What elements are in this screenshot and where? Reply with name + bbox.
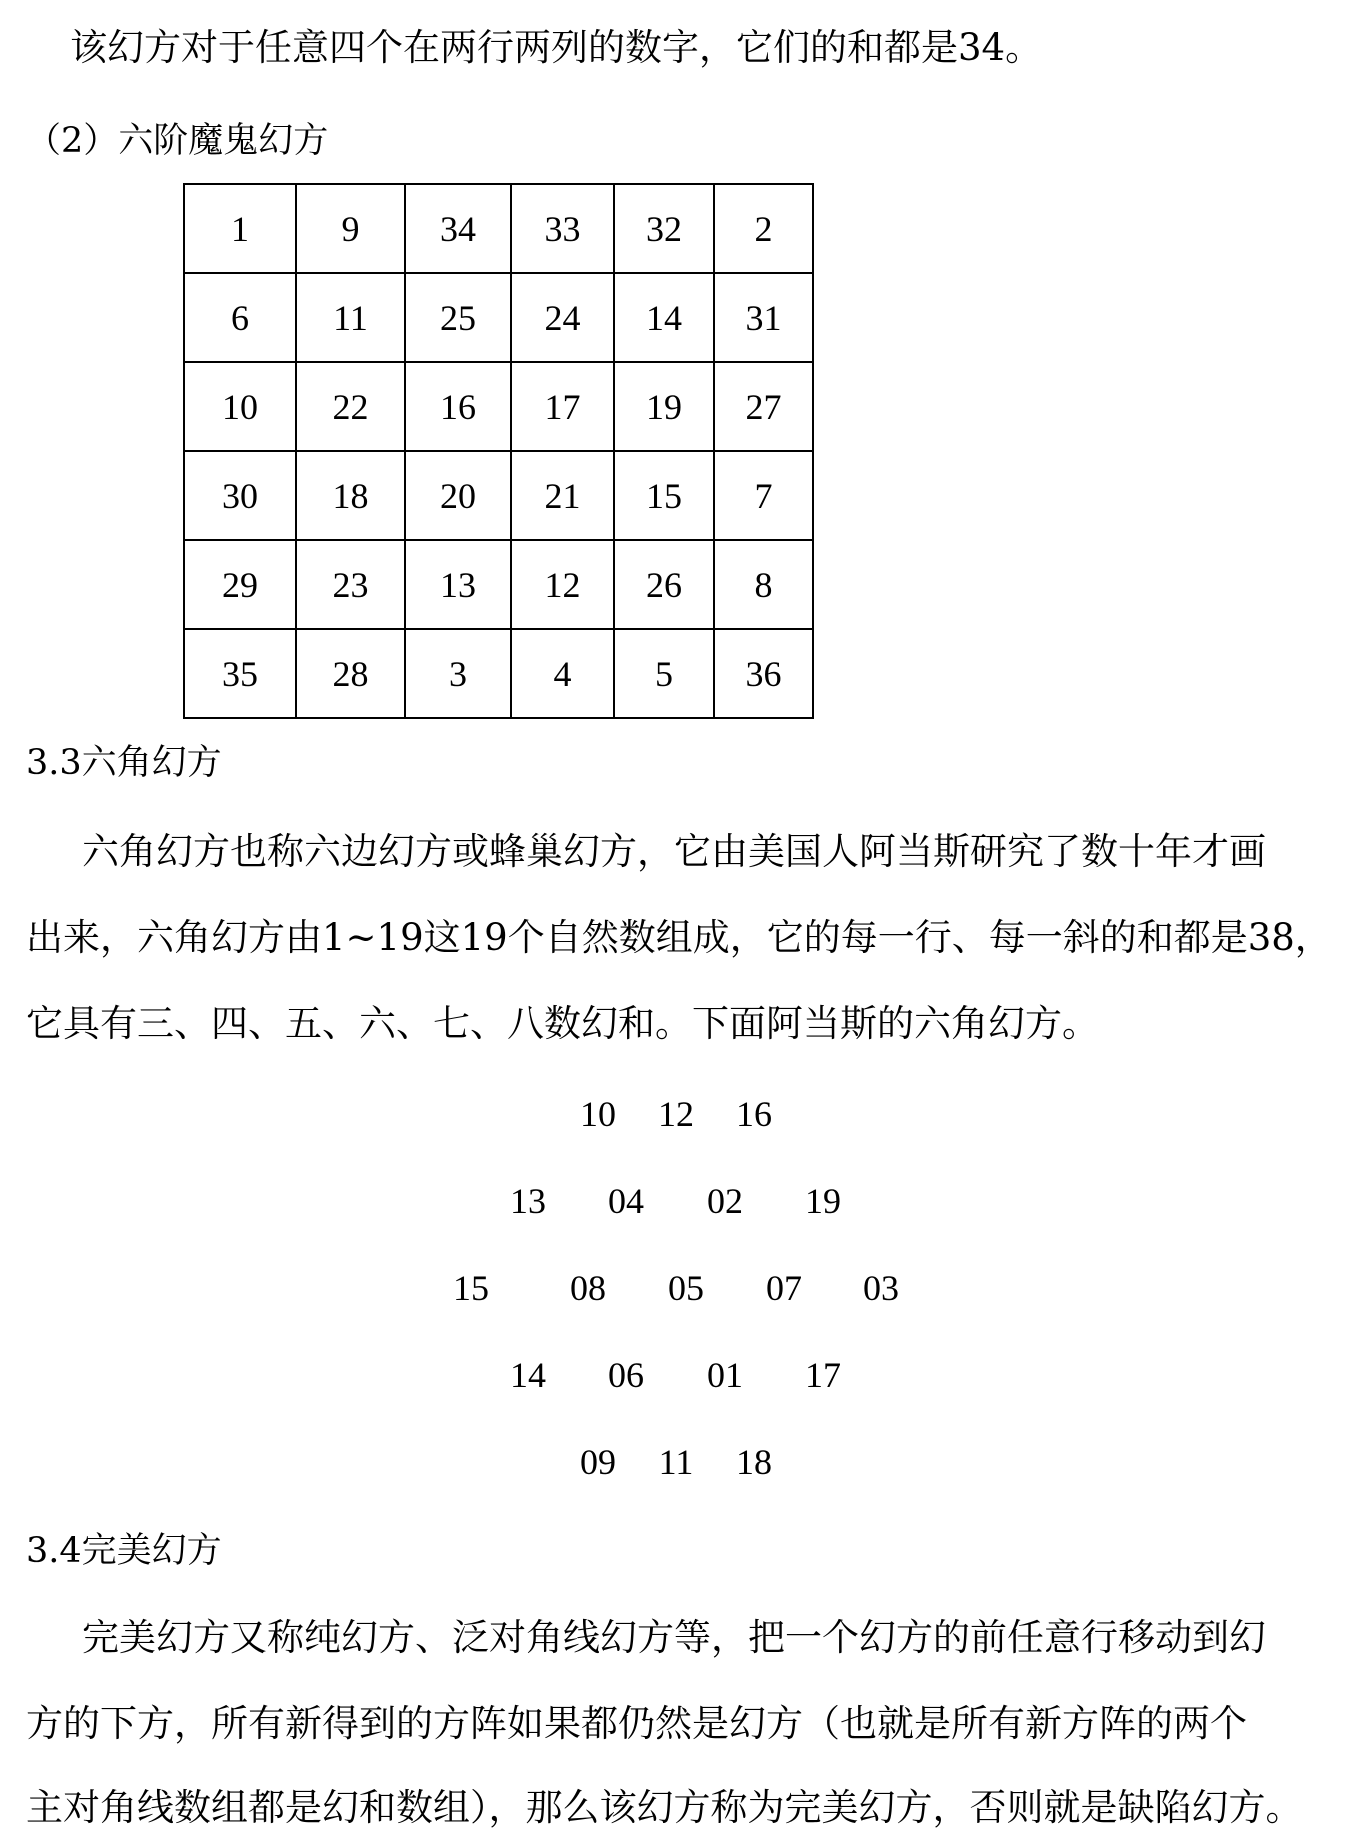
table-cell: 17 xyxy=(511,362,614,451)
table-cell: 35 xyxy=(184,629,296,718)
table-cell: 4 xyxy=(511,629,614,718)
section-heading-perfect: 3.4完美幻方 xyxy=(26,1531,222,1571)
hexagon-number: 05 xyxy=(668,1268,704,1308)
hexagon-number: 18 xyxy=(736,1442,772,1482)
table-cell: 14 xyxy=(614,273,714,362)
hexagon-number: 08 xyxy=(570,1268,606,1308)
magic-square-table xyxy=(183,183,814,719)
table-cell: 18 xyxy=(296,451,405,540)
hexagon-row xyxy=(0,1089,1347,1139)
table-cell: 21 xyxy=(511,451,614,540)
table-cell: 3 xyxy=(405,629,511,718)
table-row xyxy=(184,540,813,629)
paragraph-line: 六角幻方也称六边幻方或蜂巢幻方，它由美国人阿当斯研究了数十年才画 xyxy=(82,830,1266,873)
table-cell: 19 xyxy=(614,362,714,451)
table-row xyxy=(184,629,813,718)
intro-line: 该幻方对于任意四个在两行两列的数字，它们的和都是34。 xyxy=(70,26,1043,69)
table-cell: 5 xyxy=(614,629,714,718)
hexagon-number: 09 xyxy=(580,1442,616,1482)
paragraph-line: 它具有三、四、五、六、七、八数幻和。下面阿当斯的六角幻方。 xyxy=(26,1002,1099,1045)
table-cell: 6 xyxy=(184,273,296,362)
paragraph-line: 方的下方，所有新得到的方阵如果都仍然是幻方（也就是所有新方阵的两个 xyxy=(26,1702,1247,1745)
table-cell: 33 xyxy=(511,184,614,273)
table-cell: 36 xyxy=(714,629,813,718)
hexagon-number: 16 xyxy=(736,1094,772,1134)
table-cell: 22 xyxy=(296,362,405,451)
hexagon-number: 07 xyxy=(766,1268,802,1308)
hexagon-number: 13 xyxy=(510,1181,546,1221)
hexagon-number: 12 xyxy=(658,1094,694,1134)
table-cell: 25 xyxy=(405,273,511,362)
hexagon-number: 14 xyxy=(510,1355,546,1395)
table-cell: 31 xyxy=(714,273,813,362)
hexagon-row xyxy=(0,1437,1347,1487)
hexagon-number: 15 xyxy=(453,1268,489,1308)
table-cell: 26 xyxy=(614,540,714,629)
paragraph-line: 主对角线数组都是幻和数组），那么该幻方称为完美幻方，否则就是缺陷幻方。 xyxy=(26,1786,1303,1829)
table-cell: 23 xyxy=(296,540,405,629)
table-cell: 2 xyxy=(714,184,813,273)
hexagon-row xyxy=(0,1350,1347,1400)
section-heading-six-order: （2）六阶魔鬼幻方 xyxy=(26,121,329,161)
table-row xyxy=(184,362,813,451)
hexagon-row xyxy=(0,1263,1347,1313)
hexagon-number: 19 xyxy=(805,1181,841,1221)
table-cell: 29 xyxy=(184,540,296,629)
table-row xyxy=(184,451,813,540)
table-cell: 11 xyxy=(296,273,405,362)
table-row xyxy=(184,273,813,362)
table-cell: 20 xyxy=(405,451,511,540)
table-cell: 30 xyxy=(184,451,296,540)
hexagon-row xyxy=(0,1176,1347,1226)
paragraph-line: 完美幻方又称纯幻方、泛对角线幻方等，把一个幻方的前任意行移动到幻 xyxy=(82,1616,1266,1659)
table-cell: 28 xyxy=(296,629,405,718)
section-heading-hexagon: 3.3六角幻方 xyxy=(26,743,222,783)
hexagon-number: 03 xyxy=(863,1268,899,1308)
table-cell: 7 xyxy=(714,451,813,540)
table-cell: 12 xyxy=(511,540,614,629)
paragraph-line: 出来，六角幻方由1~19这19个自然数组成，它的每一行、每一斜的和都是38， xyxy=(26,916,1332,959)
hexagon-number: 11 xyxy=(658,1442,694,1482)
table-cell: 34 xyxy=(405,184,511,273)
hexagon-number: 02 xyxy=(707,1181,743,1221)
table-cell: 16 xyxy=(405,362,511,451)
hexagon-number: 10 xyxy=(580,1094,616,1134)
table-cell: 9 xyxy=(296,184,405,273)
hexagon-number: 04 xyxy=(608,1181,644,1221)
table-row xyxy=(184,184,813,273)
table-cell: 24 xyxy=(511,273,614,362)
table-cell: 13 xyxy=(405,540,511,629)
table-cell: 32 xyxy=(614,184,714,273)
table-cell: 10 xyxy=(184,362,296,451)
hexagon-number: 17 xyxy=(805,1355,841,1395)
hexagon-number: 06 xyxy=(608,1355,644,1395)
table-cell: 15 xyxy=(614,451,714,540)
table-cell: 8 xyxy=(714,540,813,629)
hexagon-number: 01 xyxy=(707,1355,743,1395)
table-cell: 27 xyxy=(714,362,813,451)
table-cell: 1 xyxy=(184,184,296,273)
